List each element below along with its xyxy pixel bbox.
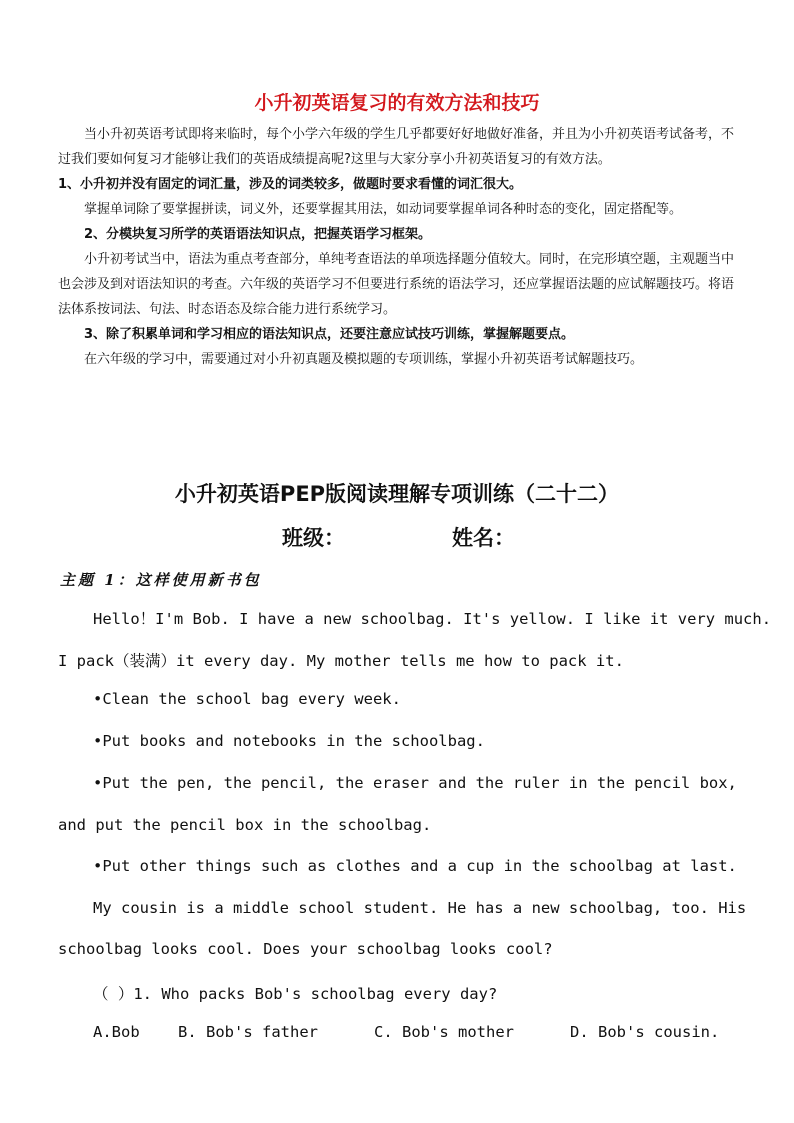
- worksheet-title: 小升初英语PEP版阅读理解专项训练（二十二）: [174, 482, 620, 506]
- option-a: A.Bob: [93, 1023, 140, 1041]
- question-1: （ ）1. Who packs Bob's schoolbag every day?: [93, 985, 498, 1003]
- intro-heading-2: 2、分模块复习所学的英语语法知识点，把握英语学习框架。: [84, 227, 432, 242]
- passage-line: •Put the pen, the pencil, the eraser and the ruler in the pencil box,: [93, 774, 737, 792]
- option-b: B. Bob's father: [178, 1023, 318, 1041]
- topic-heading: 主题 1：这样使用新书包: [60, 571, 262, 589]
- intro-paragraph-3: 小升初考试当中，语法为重点考查部分，单纯考查语法的单项选择题分值较大。同时，在完形填空题，主观题当中也会涉及到对语法知识的考查。六年级的英语学习不但要进行系统的语法学习，还应掌握语法题的应试解题技巧。将语法体系按词法、句法、时态语态及综合能力进行系统学习。: [58, 252, 735, 317]
- passage-line: I pack（装满）it every day. My mother tells me how to pack it.: [58, 652, 624, 670]
- intro-paragraph-1: 当小升初英语考试即将来临时，每个小学六年级的学生几乎都要好好地做好准备，并且为小升初英语考试备考，不过我们要如何复习才能够让我们的英语成绩提高呢?这里与大家分享小升初英语复习的有效方法。: [58, 127, 735, 167]
- intro-paragraph-4: 在六年级的学习中，需要通过对小升初真题及模拟题的专项训练，掌握小升初英语考试解题技巧。: [84, 352, 644, 367]
- option-d: D. Bob's cousin.: [570, 1023, 720, 1041]
- intro-heading-1: 1、小升初并没有固定的词汇量，涉及的词类较多，做题时要求看懂的词汇很大。: [58, 177, 523, 192]
- intro-paragraph-2: 掌握单词除了要掌握拼读，词义外，还要掌握其用法，如动词要掌握单词各种时态的变化，固定搭配等。: [84, 202, 683, 217]
- intro-heading-3: 3、除了积累单词和学习相应的语法知识点，还要注意应试技巧训练，掌握解题要点。: [84, 327, 575, 342]
- passage-line: •Put books and notebooks in the schoolbag.: [93, 732, 485, 750]
- worksheet-fields: [0, 522, 794, 552]
- name-label: 姓名：: [452, 526, 515, 550]
- passage-line: and put the pencil box in the schoolbag.: [58, 816, 432, 834]
- passage-line: Hello！I'm Bob. I have a new schoolbag. It's yellow. I like it very much.: [93, 610, 772, 628]
- intro-title: 小升初英语复习的有效方法和技巧: [254, 92, 540, 114]
- class-label: 班级：: [282, 526, 345, 550]
- passage-line: •Clean the school bag every week.: [93, 690, 401, 708]
- passage-line: My cousin is a middle school student. He has a new schoolbag, too. His: [93, 899, 747, 917]
- question-1-options: [93, 1023, 783, 1041]
- option-c: C. Bob's mother: [374, 1023, 514, 1041]
- passage-line: schoolbag looks cool. Does your schoolbag looks cool?: [58, 940, 553, 958]
- intro-section: [58, 122, 740, 372]
- passage-line: •Put other things such as clothes and a cup in the schoolbag at last.: [93, 857, 737, 875]
